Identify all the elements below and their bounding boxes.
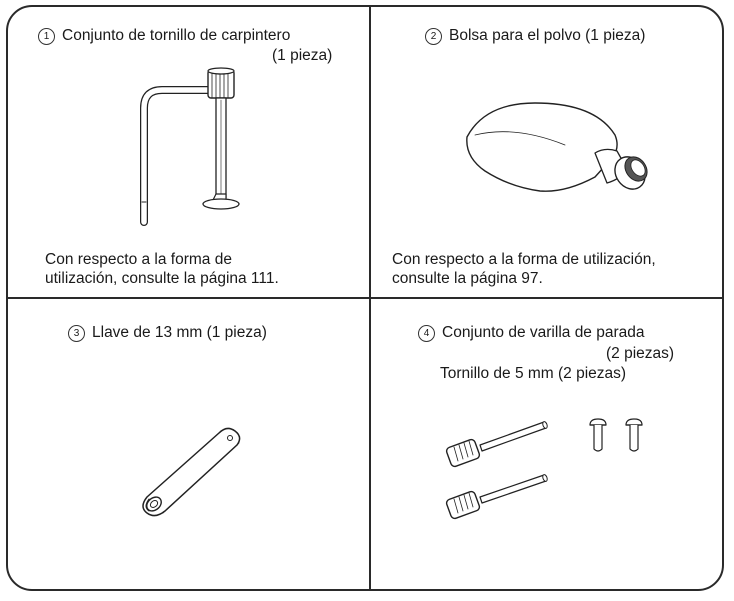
panel-3-number: 3 <box>68 325 85 342</box>
panel-1-number: 1 <box>38 28 55 45</box>
dust-bag-icon <box>455 95 665 205</box>
wrench-icon <box>135 425 245 520</box>
horizontal-divider <box>7 297 723 299</box>
panel-1-title: Conjunto de tornillo de carpintero <box>62 27 291 44</box>
panel-4-title: Conjunto de varilla de parada <box>442 324 645 341</box>
stop-rod-set-icon <box>440 415 660 530</box>
panel-3-title-line <box>68 323 267 342</box>
panel-4-title-line <box>418 323 645 342</box>
panel-1-title-line <box>38 26 290 45</box>
panel-1-quantity: (1 pieza) <box>272 47 333 64</box>
panel-4-subtitle: Tornillo de 5 mm (2 piezas) <box>440 365 627 382</box>
panel-4-number: 4 <box>418 325 435 342</box>
panel-3-title: Llave de 13 mm (1 pieza) <box>92 324 267 341</box>
panel-2-note-line1: Con respecto a la forma de utilización, <box>392 251 656 268</box>
panel-1-note-line1: Con respecto a la forma de <box>45 251 232 268</box>
panel-2-title: Bolsa para el polvo (1 pieza) <box>449 27 646 44</box>
carpenter-screw-assembly-icon <box>120 62 260 232</box>
panel-4-quantity: (2 piezas) <box>606 345 675 362</box>
panel-2-note-line2: consulte la página 97. <box>392 270 543 287</box>
panel-2-number: 2 <box>425 28 442 45</box>
panel-2-title-line <box>425 26 645 45</box>
panel-1-note-line2: utilización, consulte la página 111. <box>45 270 279 287</box>
